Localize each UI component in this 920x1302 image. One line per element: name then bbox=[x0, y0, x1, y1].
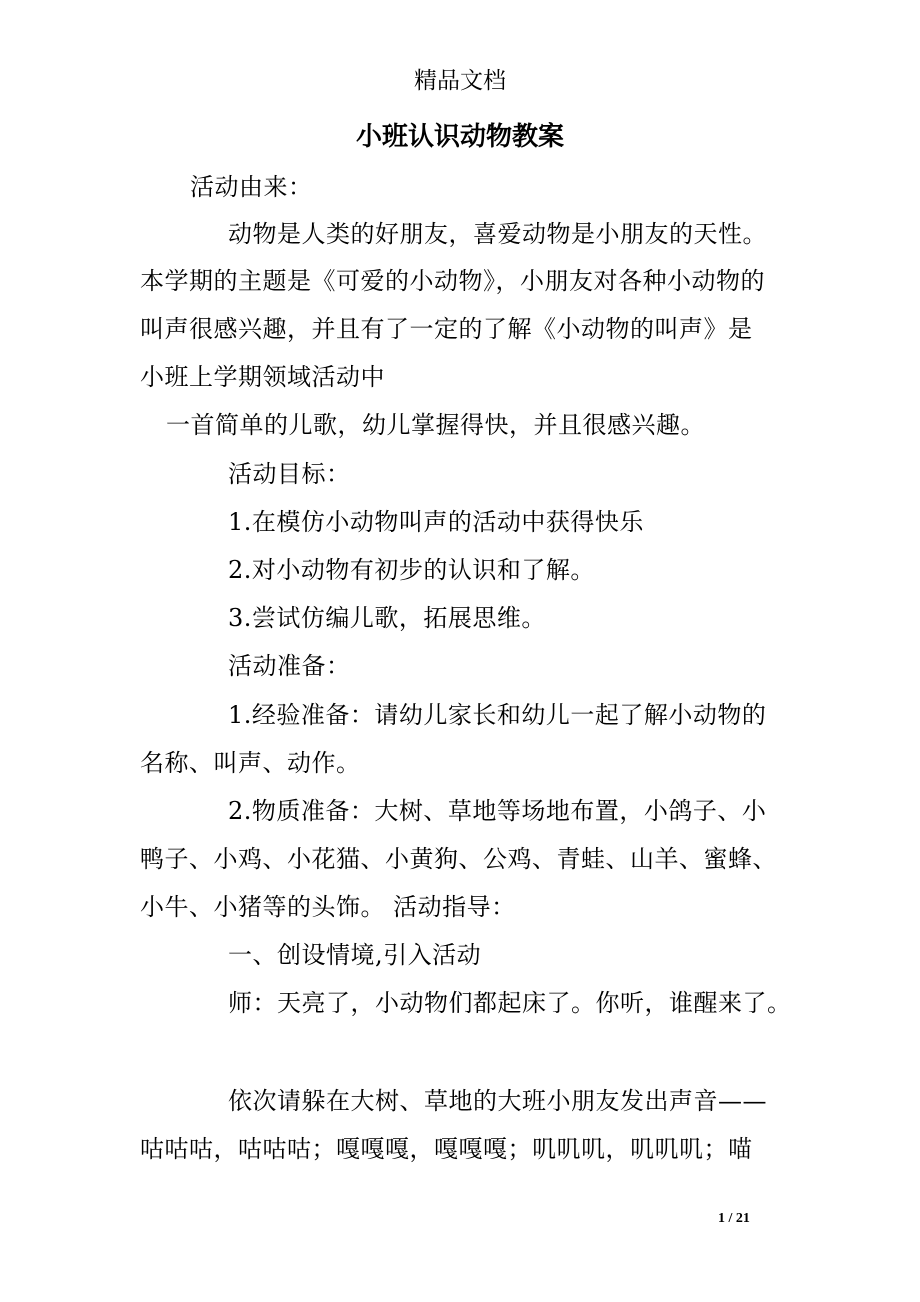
body-line: 叫声很感兴趣，并且有了一定的了解《小动物的叫声》是 bbox=[140, 315, 753, 343]
document-title: 小班认识动物教案 bbox=[355, 122, 564, 152]
body-line: 活动准备： bbox=[228, 652, 351, 680]
body-line: 1.在模仿小动物叫声的活动中获得快乐 bbox=[228, 508, 644, 536]
body-line: 2.对小动物有初步的认识和了解。 bbox=[228, 556, 595, 584]
body-line: 3.尝试仿编儿歌，拓展思维。 bbox=[228, 604, 546, 632]
body-line: 活动目标： bbox=[228, 460, 351, 488]
body-line: 依次请躲在大树、草地的大班小朋友发出声音—— bbox=[228, 1087, 767, 1115]
document-header: 精品文档 bbox=[414, 68, 506, 94]
body-line: 小牛、小猪等的头饰。 活动指导： bbox=[140, 893, 516, 921]
body-line: 名称、叫声、动作。 bbox=[140, 749, 361, 777]
body-line: 本学期的主题是《可爱的小动物》，小朋友对各种小动物的 bbox=[140, 267, 765, 295]
body-line: 动物是人类的好朋友，喜爱动物是小朋友的天性。 bbox=[228, 220, 767, 248]
body-line: 1.经验准备：请幼儿家长和幼儿一起了解小动物的 bbox=[228, 701, 767, 729]
body-line: 一、创设情境,引入活动 bbox=[228, 941, 482, 969]
body-line: 咕咕咕，咕咕咕；嘎嘎嘎，嘎嘎嘎；叽叽叽，叽叽叽；喵 bbox=[140, 1135, 753, 1163]
body-line: 小班上学期领域活动中 bbox=[140, 363, 385, 391]
body-line: 活动由来： bbox=[190, 173, 313, 201]
body-line: 鸭子、小鸡、小花猫、小黄狗、公鸡、青蛙、山羊、蜜蜂、 bbox=[140, 845, 777, 873]
body-line: 师：天亮了，小动物们都起床了。你听，谁醒来了。 bbox=[228, 989, 792, 1017]
body-line: 2.物质准备：大树、草地等场地布置，小鸽子、小 bbox=[228, 797, 767, 825]
page-number: 1 / 21 bbox=[718, 1211, 750, 1226]
body-line: 一首简单的儿歌，幼儿掌握得快，并且很感兴趣。 bbox=[166, 411, 705, 439]
